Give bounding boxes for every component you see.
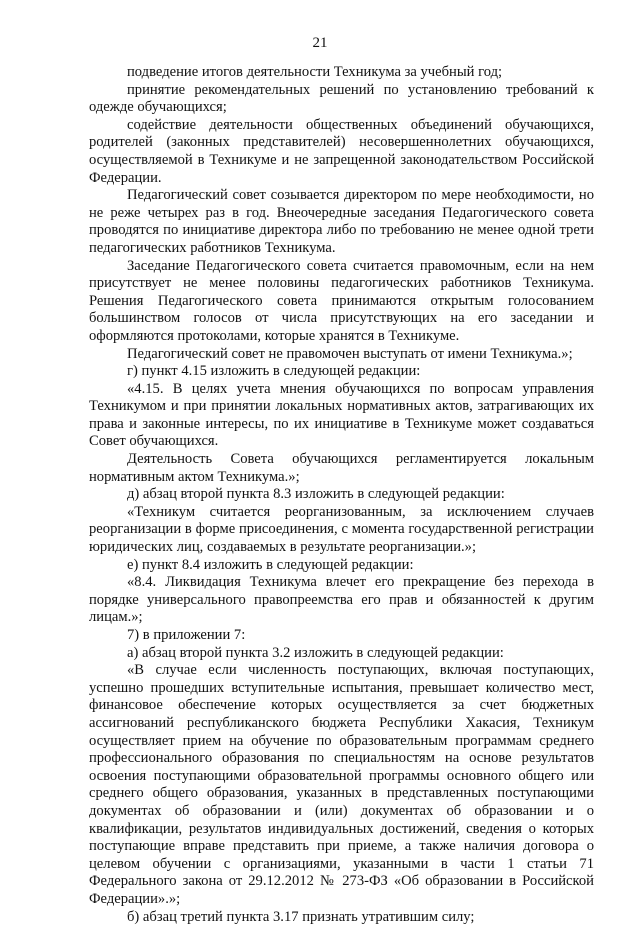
- paragraph: «Техникум считается реорганизованным, за исключением случаев реорганизации в форме присоединения, с момента государственной регистрации юридических лиц, создаваемых в результате реорганизации.»;: [89, 504, 594, 557]
- paragraph: е) пункт 8.4 изложить в следующей редакции:: [89, 557, 594, 575]
- paragraph: б) абзац третий пункта 3.17 признать утратившим силу;: [89, 909, 594, 926]
- paragraph: 7) в приложении 7:: [89, 627, 594, 645]
- paragraph: «4.15. В целях учета мнения обучающихся по вопросам управления Техникумом и при принятии локальных нормативных актов, затрагивающих их права и законные интересы, по их инициативе в Техникуме может создаваться Совет обучающихся.: [89, 381, 594, 451]
- paragraph: «8.4. Ликвидация Техникума влечет его прекращение без перехода в порядке универсального правопреемства его прав и обязанностей к другим лицам.»;: [89, 574, 594, 627]
- paragraph: Заседание Педагогического совета считается правомочным, если на нем присутствует не менее половины педагогических работников Техникума. Решения Педагогического совета принимаются открытым голосованием большинством голосов от числа присутствующих на его заседании и оформляются протоколами, которые хранятся в Техникуме.: [89, 258, 594, 346]
- paragraph: Педагогический совет созывается директором по мере необходимости, но не реже четырех раз в год. Внеочередные заседания Педагогического совета проводятся по инициативе директора либо по требованию не менее одной трети педагогических работников Техникума.: [89, 187, 594, 257]
- paragraph: принятие рекомендательных решений по установлению требований к одежде обучающихся;: [89, 82, 594, 117]
- paragraph: Деятельность Совета обучающихся регламентируется локальным нормативным актом Техникума.»;: [89, 451, 594, 486]
- paragraph: «В случае если численность поступающих, включая поступающих, успешно прошедших вступительные испытания, превышает количество мест, финансовое обеспечение которых осуществляется за счет бюджетных ассигнований республиканского бюджета Республики Хакасия, Техникум осуществляет прием на обучение по образовательным программам среднего профессионального образования по специальностям на основе результатов освоения поступающими образовательной программы основного общего или среднего общего образования, указанных в представленных поступающими документах об образовании и (или) документах об образовании и о квалификации, результатов индивидуальных достижений, сведения о которых поступающие вправе представить при приеме, а также наличия договора о целевом обучении с организациями, указанными в части 1 статьи 71 Федерального закона от 29.12.2012 № 273-ФЗ «Об образовании в Российской Федерации».»;: [89, 662, 594, 908]
- paragraph: Педагогический совет не правомочен выступать от имени Техникума.»;: [89, 346, 594, 364]
- paragraph: содействие деятельности общественных объединений обучающихся, родителей (законных представителей) несовершеннолетних обучающихся, осуществляемой в Техникуме и не запрещенной законодательством Российской Федерации.: [89, 117, 594, 187]
- page-number: 21: [0, 34, 640, 52]
- document-body: [89, 64, 594, 926]
- paragraph: подведение итогов деятельности Техникума за учебный год;: [89, 64, 594, 82]
- paragraph: г) пункт 4.15 изложить в следующей редакции:: [89, 363, 594, 381]
- paragraph: д) абзац второй пункта 8.3 изложить в следующей редакции:: [89, 486, 594, 504]
- paragraph: а) абзац второй пункта 3.2 изложить в следующей редакции:: [89, 645, 594, 663]
